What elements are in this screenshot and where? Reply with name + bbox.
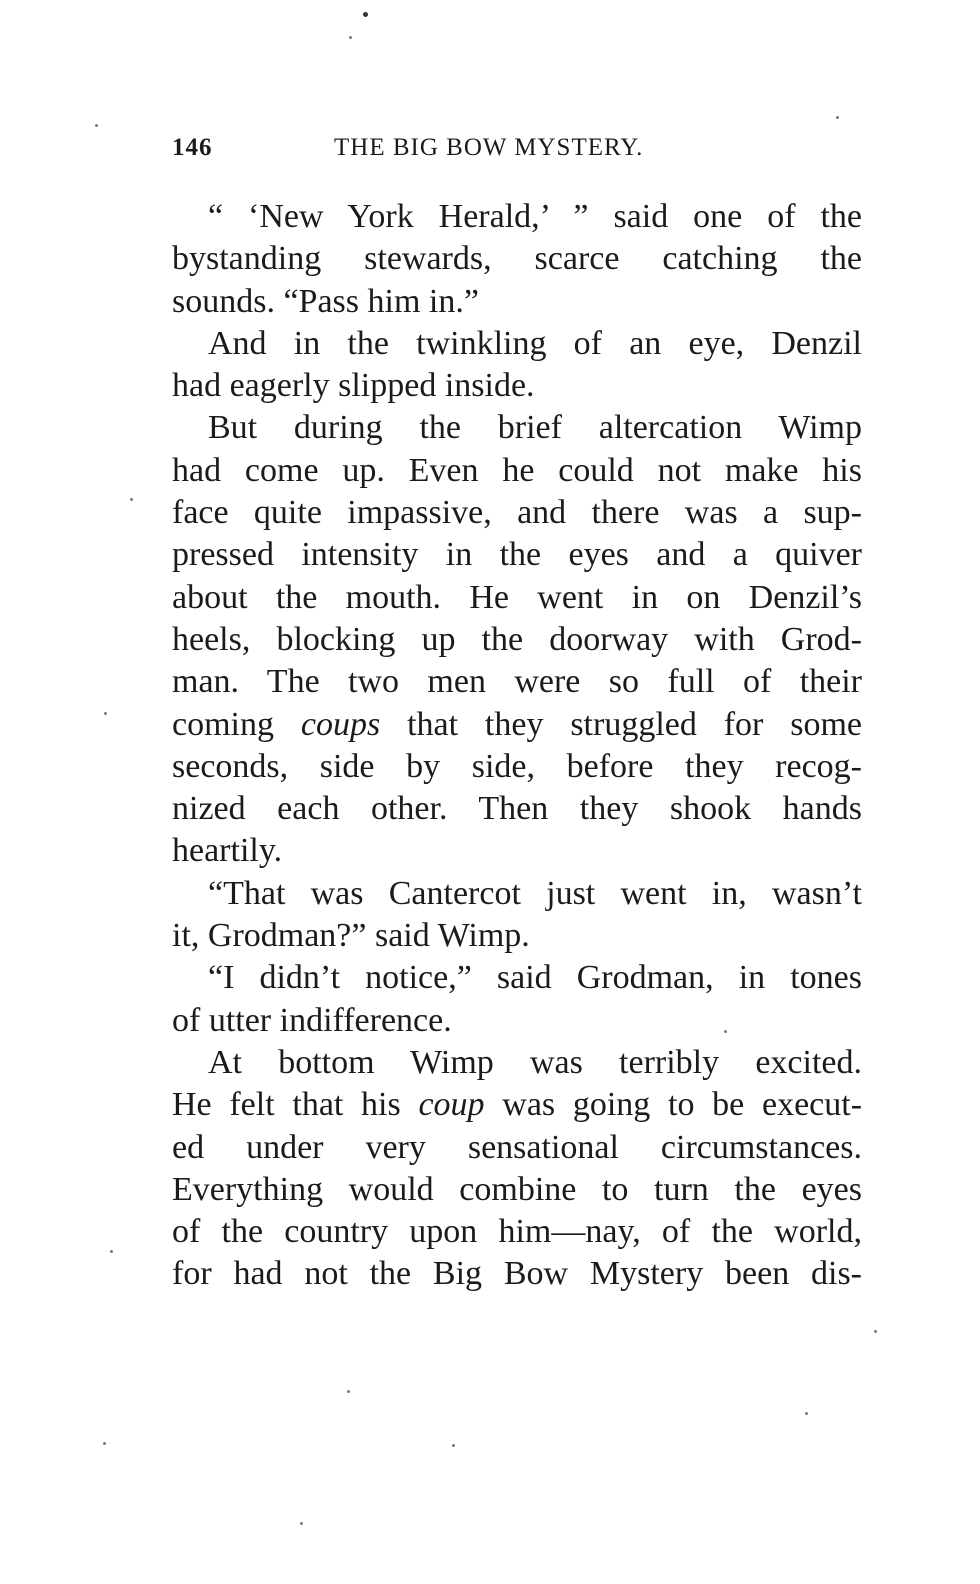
text-line: seconds, side by side, before they recog- [172, 747, 862, 785]
scan-speck [805, 1412, 808, 1415]
text-line: At bottom Wimp was terribly excited. [208, 1043, 862, 1081]
page-number: 146 [172, 134, 213, 161]
scan-speck [724, 1030, 727, 1033]
text-line: man. The two men were so full of their [172, 663, 862, 701]
text-segment: He felt that his [172, 1086, 401, 1124]
text-line: of the country upon him—nay, of the world, [172, 1213, 862, 1251]
page-header [172, 134, 862, 170]
text-line: had come up. Even he could not make his [172, 451, 862, 489]
text-segment: was going to be execut- [502, 1086, 863, 1124]
scan-speck [300, 1522, 303, 1525]
text-line: it, Grodman?” said Wimp. [172, 917, 530, 955]
text-line: heartily. [172, 832, 283, 870]
text-line: for had not the Big Bow Mystery been dis- [172, 1255, 862, 1293]
scan-speck [452, 1444, 455, 1447]
scan-speck [363, 12, 368, 17]
scan-speck [95, 124, 98, 127]
scan-speck [104, 712, 107, 715]
scan-speck [347, 1390, 350, 1393]
text-line: pressed intensity in the eyes and a quiver [172, 536, 862, 574]
text-segment: coming [172, 705, 274, 743]
italic-word: coup [418, 1086, 485, 1124]
text-line: “I didn’t notice,” said Grodman, in tones [208, 959, 862, 997]
scan-speck [349, 36, 352, 39]
scan-speck [103, 1442, 106, 1445]
body-text [172, 196, 862, 1296]
text-line: “ ‘New York Herald,’ ” said one of the [208, 198, 862, 235]
italic-word: coups [300, 705, 381, 743]
text-line: ed under very sensational circumstances. [172, 1128, 862, 1166]
text-line: had eagerly slipped inside. [172, 367, 535, 405]
scan-speck [836, 116, 839, 119]
text-line: But during the brief altercation Wimp [208, 409, 862, 447]
text-line: Everything would combine to turn the eyes [172, 1170, 862, 1208]
text-line [172, 704, 862, 746]
scan-speck [110, 1250, 113, 1253]
text-line: bystanding stewards, scarce catching the [172, 240, 862, 278]
text-line [172, 1084, 862, 1126]
text-line: And in the twinkling of an eye, Denzil [208, 324, 862, 362]
scan-speck [874, 1330, 877, 1333]
text-line: of utter indifference. [172, 1001, 452, 1039]
running-title: THE BIG BOW MYSTERY. [334, 134, 644, 161]
text-line: nized each other. Then they shook hands [172, 790, 862, 828]
text-line: heels, blocking up the doorway with Grod- [172, 620, 862, 658]
text-line: “That was Cantercot just went in, wasn’t [208, 874, 862, 912]
scan-speck [130, 498, 133, 501]
text-line: about the mouth. He went in on Denzil’s [172, 578, 862, 616]
text-line: sounds. “Pass him in.” [172, 282, 479, 320]
text-segment: that they struggled for some [407, 705, 863, 743]
text-line: face quite impassive, and there was a sup- [172, 494, 862, 532]
